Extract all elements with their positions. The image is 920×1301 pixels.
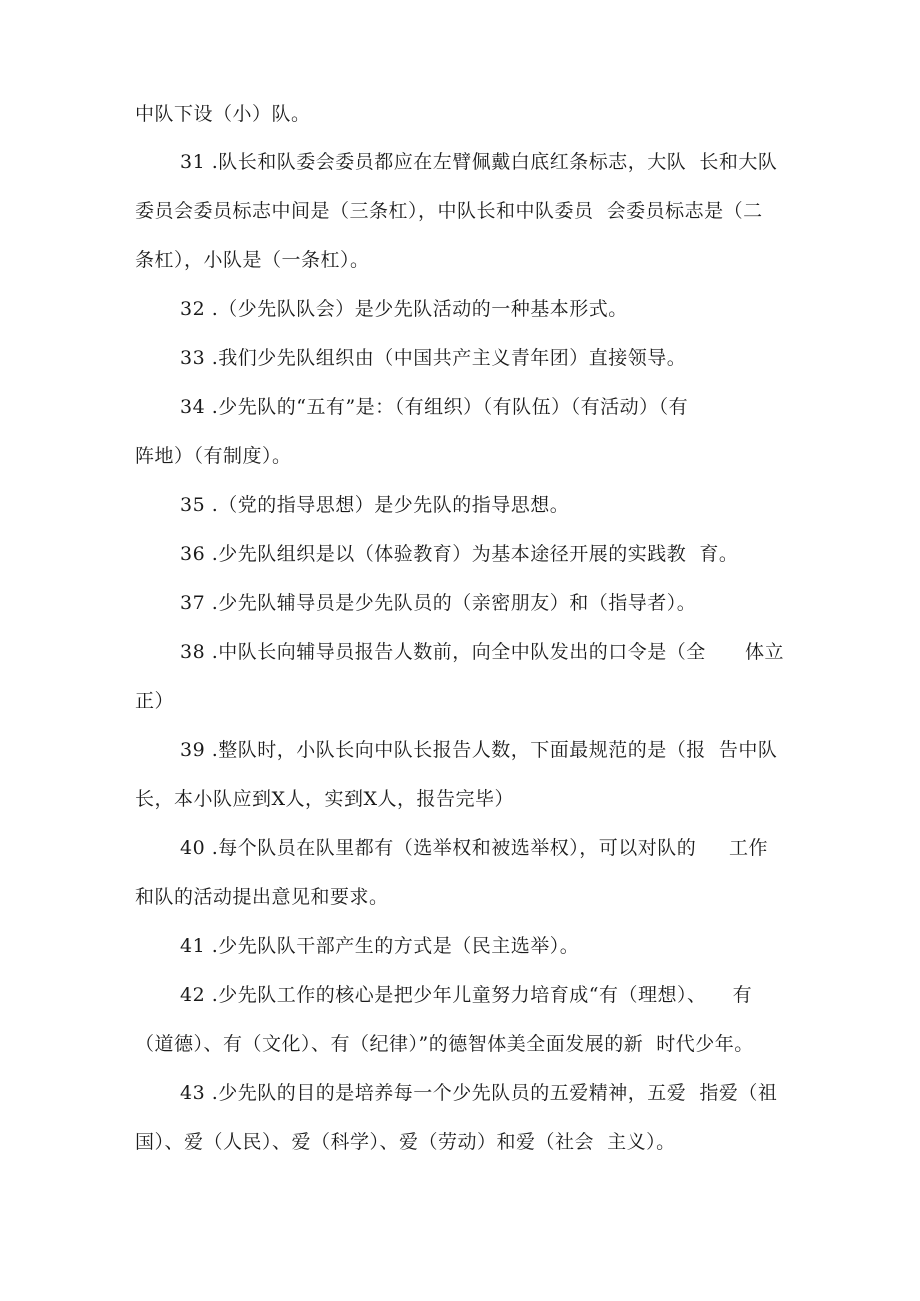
item-37: 37 .少先队辅导员是少先队员的（亲密朋友）和（指导者）。 [180,592,697,614]
item-39-line-1: 39 .整队时，小队长向中队长报告人数，下面最规范的是（报 告中队 [180,739,778,761]
item-38-line-2: 正） [135,690,175,712]
item-41: 41 .少先队队干部产生的方式是（民主选举）。 [180,935,580,957]
text-line: 中队下设（小）队。 [135,103,311,125]
item-39-line-2: 长，本小队应到X人，实到X人，报告完毕） [135,788,515,810]
item-42-line-1: 42 .少先队工作的核心是把少年儿童努力培育成“有（理想）、 有 [180,984,753,1006]
item-31-line-1: 31 .队长和队委会委员都应在左臂佩戴白底红条标志，大队 长和大队 [180,151,778,173]
item-31-line-2: 委员会委员标志中间是（三条杠），中队长和中队委员 会委员标志是（二 [135,200,763,222]
item-43-line-1: 43 .少先队的目的是培养每一个少先队员的五爱精神，五爱 指爱（祖 [180,1082,778,1104]
item-38-line-1: 38 .中队长向辅导员报告人数前，向全中队发出的口令是（全 体立 [180,641,784,663]
item-43-line-2: 国）、爱（人民）、爱（科学）、爱（劳动）和爱（社会 主义）。 [135,1131,676,1153]
item-42-line-2: （道德）、有（文化）、有（纪律）”的德智体美全面发展的新 时代少年。 [135,1033,754,1055]
item-33: 33 .我们少先队组织由（中国共产主义青年团）直接领导。 [180,347,687,369]
item-32: 32 .（少先队队会）是少先队活动的一种基本形式。 [180,298,628,320]
item-35: 35 .（党的指导思想）是少先队的指导思想。 [180,494,570,516]
item-40-line-2: 和队的活动提出意见和要求。 [135,886,389,908]
item-34-line-1: 34 .少先队的“五有”是：（有组织）（有队伍）（有活动）（有 [180,396,689,418]
item-31-line-3: 条杠），小队是（一条杠）。 [135,249,370,271]
item-34-line-2: 阵地）（有制度）。 [135,445,292,467]
item-40-line-1: 40 .每个队员在队里都有（选举权和被选举权），可以对队的 工作 [180,837,768,859]
item-36: 36 .少先队组织是以（体验教育）为基本途径开展的实践教 育。 [180,543,739,565]
